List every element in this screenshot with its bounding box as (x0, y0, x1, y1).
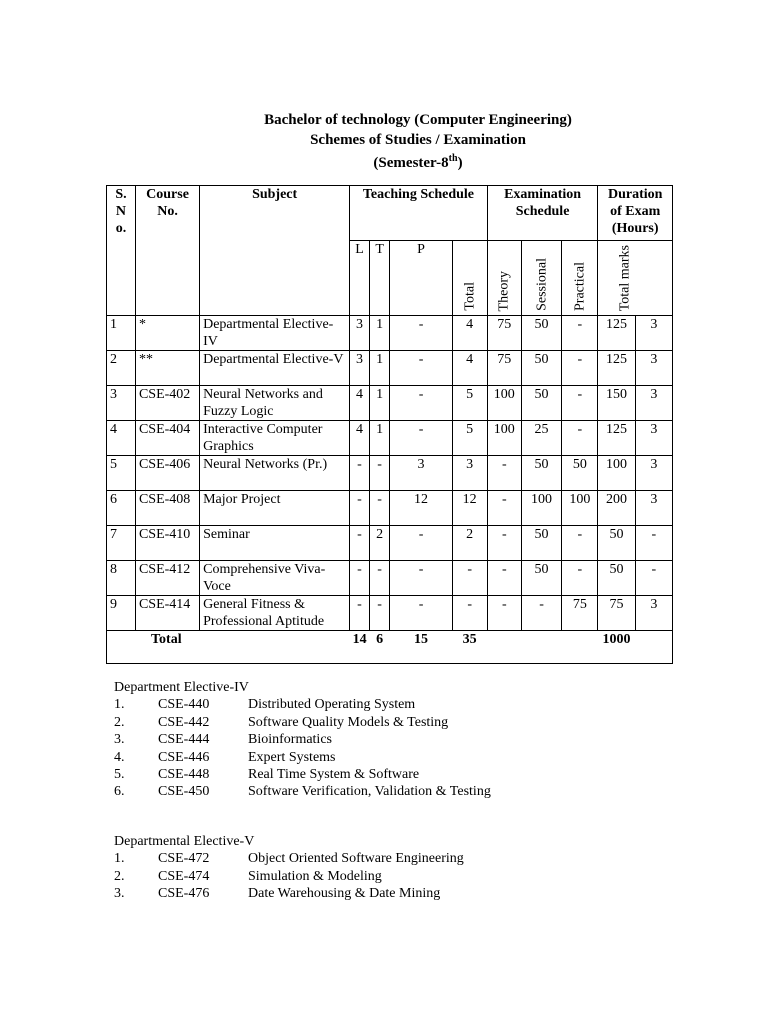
elective-v-title: Departmental Elective-V (114, 834, 255, 849)
cell-practical: 50 (562, 456, 598, 491)
header-practical: Practical (572, 262, 588, 311)
cell-course: CSE-412 (135, 561, 199, 596)
cell-t: - (369, 596, 390, 631)
cell-theory: - (487, 561, 521, 596)
header-sno: S. N o. (107, 186, 136, 241)
item-name: Simulation & Modeling (248, 868, 382, 884)
cell-sessional: 50 (521, 316, 561, 351)
document-title: Bachelor of technology (Computer Engineering) (264, 112, 572, 128)
header-theory: Theory (496, 270, 512, 311)
document-subtitle: Schemes of Studies / Examination (310, 132, 526, 148)
cell-total-marks: 150 (598, 386, 635, 421)
header-spacer (135, 241, 199, 316)
cell-t: 1 (369, 386, 390, 421)
cell-total-marks: 50 (598, 561, 635, 596)
cell-l: - (350, 596, 370, 631)
cell-l: 3 (350, 351, 370, 386)
cell-theory: - (487, 596, 521, 631)
cell-practical: - (562, 316, 598, 351)
scheme-table (106, 185, 673, 664)
item-code: CSE-440 (158, 697, 210, 713)
cell-duration: 3 (635, 316, 672, 351)
cell-t: 1 (369, 421, 390, 456)
cell-total-marks: 125 (598, 421, 635, 456)
cell-total: 5 (452, 386, 487, 421)
cell-duration: - (635, 561, 672, 596)
cell-sno: 2 (107, 351, 136, 386)
cell-p: - (390, 526, 452, 561)
table-row (107, 596, 673, 631)
cell-total: 2 (452, 526, 487, 561)
item-number: 1. (114, 697, 125, 713)
table-row (107, 351, 673, 386)
cell-theory: - (487, 491, 521, 526)
cell-sno: 6 (107, 491, 136, 526)
header-duration: Duration of Exam (Hours) (598, 186, 673, 241)
list-item (114, 696, 416, 713)
item-number: 5. (114, 766, 125, 782)
cell-subject: Departmental Elective-IV (200, 316, 350, 351)
cell-sessional: 25 (521, 421, 561, 456)
cell-subject: General Fitness & Professional Aptitude (200, 596, 350, 631)
total-empty (562, 631, 598, 664)
cell-theory: 100 (487, 386, 521, 421)
cell-practical: - (562, 561, 598, 596)
cell-theory: 75 (487, 316, 521, 351)
table-row (107, 316, 673, 351)
cell-t: 1 (369, 351, 390, 386)
cell-sno: 1 (107, 316, 136, 351)
semester-label (0, 149, 768, 173)
item-code: CSE-444 (158, 732, 210, 748)
cell-duration: 3 (635, 491, 672, 526)
total-empty (635, 631, 672, 664)
cell-t: 1 (369, 316, 390, 351)
cell-duration: - (635, 526, 672, 561)
list-item (114, 749, 336, 766)
cell-theory: - (487, 526, 521, 561)
header-practical-cell (562, 241, 598, 316)
cell-sno: 8 (107, 561, 136, 596)
cell-l: 3 (350, 316, 370, 351)
header-p: P (390, 241, 452, 316)
elective-iv-list (114, 679, 491, 801)
cell-t: 2 (369, 526, 390, 561)
cell-total-marks: 75 (598, 596, 635, 631)
cell-p: - (390, 561, 452, 596)
item-code: CSE-472 (158, 851, 210, 867)
cell-course: ** (135, 351, 199, 386)
cell-total: - (452, 596, 487, 631)
cell-p: 3 (390, 456, 452, 491)
cell-p: - (390, 351, 452, 386)
item-number: 1. (114, 851, 125, 867)
cell-total-marks: 50 (598, 526, 635, 561)
table-row (107, 491, 673, 526)
list-item (114, 885, 441, 902)
header-subject: Subject (200, 186, 350, 241)
elective-v-list (114, 833, 464, 903)
item-code: CSE-442 (158, 714, 210, 730)
cell-p: - (390, 316, 452, 351)
cell-l: 4 (350, 421, 370, 456)
cell-l: - (350, 526, 370, 561)
item-number: 3. (114, 732, 125, 748)
header-teaching: Teaching Schedule (350, 186, 488, 241)
header-sessional: Sessional (534, 258, 550, 311)
total-empty (521, 631, 561, 664)
cell-practical: - (562, 386, 598, 421)
cell-p: - (390, 386, 452, 421)
cell-subject: Neural Networks and Fuzzy Logic (200, 386, 350, 421)
total-t: 6 (369, 631, 390, 664)
cell-course: CSE-402 (135, 386, 199, 421)
item-name: Expert Systems (248, 749, 336, 765)
cell-total: 12 (452, 491, 487, 526)
table-row (107, 561, 673, 596)
total-empty (487, 631, 521, 664)
cell-total: 4 (452, 351, 487, 386)
cell-sno: 5 (107, 456, 136, 491)
cell-total-marks: 200 (598, 491, 635, 526)
header-course: Course No. (135, 186, 199, 241)
cell-subject: Neural Networks (Pr.) (200, 456, 350, 491)
cell-sessional: - (521, 596, 561, 631)
cell-p: - (390, 421, 452, 456)
header-total-marks: Total marks (617, 244, 633, 311)
header-exam: Examination Schedule (487, 186, 598, 241)
total-p: 15 (390, 631, 452, 664)
header-spacer (200, 241, 350, 316)
cell-subject: Interactive Computer Graphics (200, 421, 350, 456)
cell-sessional: 50 (521, 456, 561, 491)
header-sessional-cell (521, 241, 561, 316)
table-body (107, 316, 673, 631)
cell-sno: 4 (107, 421, 136, 456)
cell-practical: - (562, 421, 598, 456)
cell-sessional: 50 (521, 351, 561, 386)
header-total-cell (452, 241, 487, 316)
cell-course: CSE-408 (135, 491, 199, 526)
total-total: 35 (452, 631, 487, 664)
list-item (114, 714, 449, 731)
list-item (114, 783, 491, 800)
cell-practical: - (562, 526, 598, 561)
cell-total: 3 (452, 456, 487, 491)
cell-course: CSE-404 (135, 421, 199, 456)
cell-t: - (369, 456, 390, 491)
cell-practical: 75 (562, 596, 598, 631)
cell-sessional: 50 (521, 561, 561, 596)
cell-sno: 7 (107, 526, 136, 561)
cell-t: - (369, 561, 390, 596)
item-name: Object Oriented Software Engineering (248, 851, 464, 867)
list-item (114, 850, 464, 867)
cell-sessional: 50 (521, 386, 561, 421)
item-number: 4. (114, 749, 125, 765)
cell-p: - (390, 596, 452, 631)
item-code: CSE-446 (158, 749, 210, 765)
header-theory-cell (487, 241, 521, 316)
cell-duration: 3 (635, 421, 672, 456)
cell-sessional: 50 (521, 526, 561, 561)
cell-total-marks: 125 (598, 351, 635, 386)
item-name: Software Verification, Validation & Testing (248, 784, 491, 800)
item-name: Software Quality Models & Testing (248, 714, 449, 730)
cell-course: * (135, 316, 199, 351)
header-l: L (350, 241, 370, 316)
cell-duration: 3 (635, 351, 672, 386)
total-label: Total (107, 631, 350, 664)
cell-total-marks: 125 (598, 316, 635, 351)
cell-subject: Comprehensive Viva-Voce (200, 561, 350, 596)
cell-p: 12 (390, 491, 452, 526)
table-row (107, 386, 673, 421)
item-name: Bioinformatics (248, 732, 332, 748)
cell-duration: 3 (635, 456, 672, 491)
cell-l: - (350, 561, 370, 596)
cell-total: - (452, 561, 487, 596)
header-spacer (107, 241, 136, 316)
cell-t: - (369, 491, 390, 526)
cell-course: CSE-406 (135, 456, 199, 491)
list-item (114, 731, 332, 748)
header-t: T (369, 241, 390, 316)
cell-l: - (350, 491, 370, 526)
table-row (107, 526, 673, 561)
cell-sessional: 100 (521, 491, 561, 526)
cell-l: 4 (350, 386, 370, 421)
cell-total-marks: 100 (598, 456, 635, 491)
cell-duration: 3 (635, 596, 672, 631)
cell-course: CSE-410 (135, 526, 199, 561)
total-l: 14 (350, 631, 370, 664)
item-number: 2. (114, 868, 125, 884)
header-total: Total (462, 282, 478, 311)
table-row (107, 456, 673, 491)
item-name: Real Time System & Software (248, 766, 420, 782)
cell-theory: 75 (487, 351, 521, 386)
item-code: CSE-474 (158, 868, 210, 884)
cell-total: 5 (452, 421, 487, 456)
item-number: 2. (114, 714, 125, 730)
cell-sno: 3 (107, 386, 136, 421)
cell-theory: 100 (487, 421, 521, 456)
semester-suffix: ) (457, 155, 463, 171)
elective-iv-title: Department Elective-IV (114, 680, 249, 695)
cell-l: - (350, 456, 370, 491)
cell-sno: 9 (107, 596, 136, 631)
list-item (114, 868, 382, 885)
item-number: 6. (114, 784, 125, 800)
table-row (107, 421, 673, 456)
header-total-marks-cell (598, 241, 673, 316)
list-item (114, 766, 420, 783)
total-marks: 1000 (598, 631, 635, 664)
cell-practical: 100 (562, 491, 598, 526)
item-name: Date Warehousing & Date Mining (248, 886, 441, 902)
item-number: 3. (114, 886, 125, 902)
semester-sup: th (448, 153, 458, 164)
cell-subject: Major Project (200, 491, 350, 526)
item-name: Distributed Operating System (248, 697, 416, 713)
cell-subject: Seminar (200, 526, 350, 561)
cell-course: CSE-414 (135, 596, 199, 631)
item-code: CSE-448 (158, 766, 210, 782)
cell-subject: Departmental Elective-V (200, 351, 350, 386)
cell-total: 4 (452, 316, 487, 351)
cell-theory: - (487, 456, 521, 491)
semester-prefix: (Semester-8 (373, 155, 449, 171)
item-code: CSE-476 (158, 886, 210, 902)
cell-duration: 3 (635, 386, 672, 421)
item-code: CSE-450 (158, 784, 210, 800)
cell-practical: - (562, 351, 598, 386)
